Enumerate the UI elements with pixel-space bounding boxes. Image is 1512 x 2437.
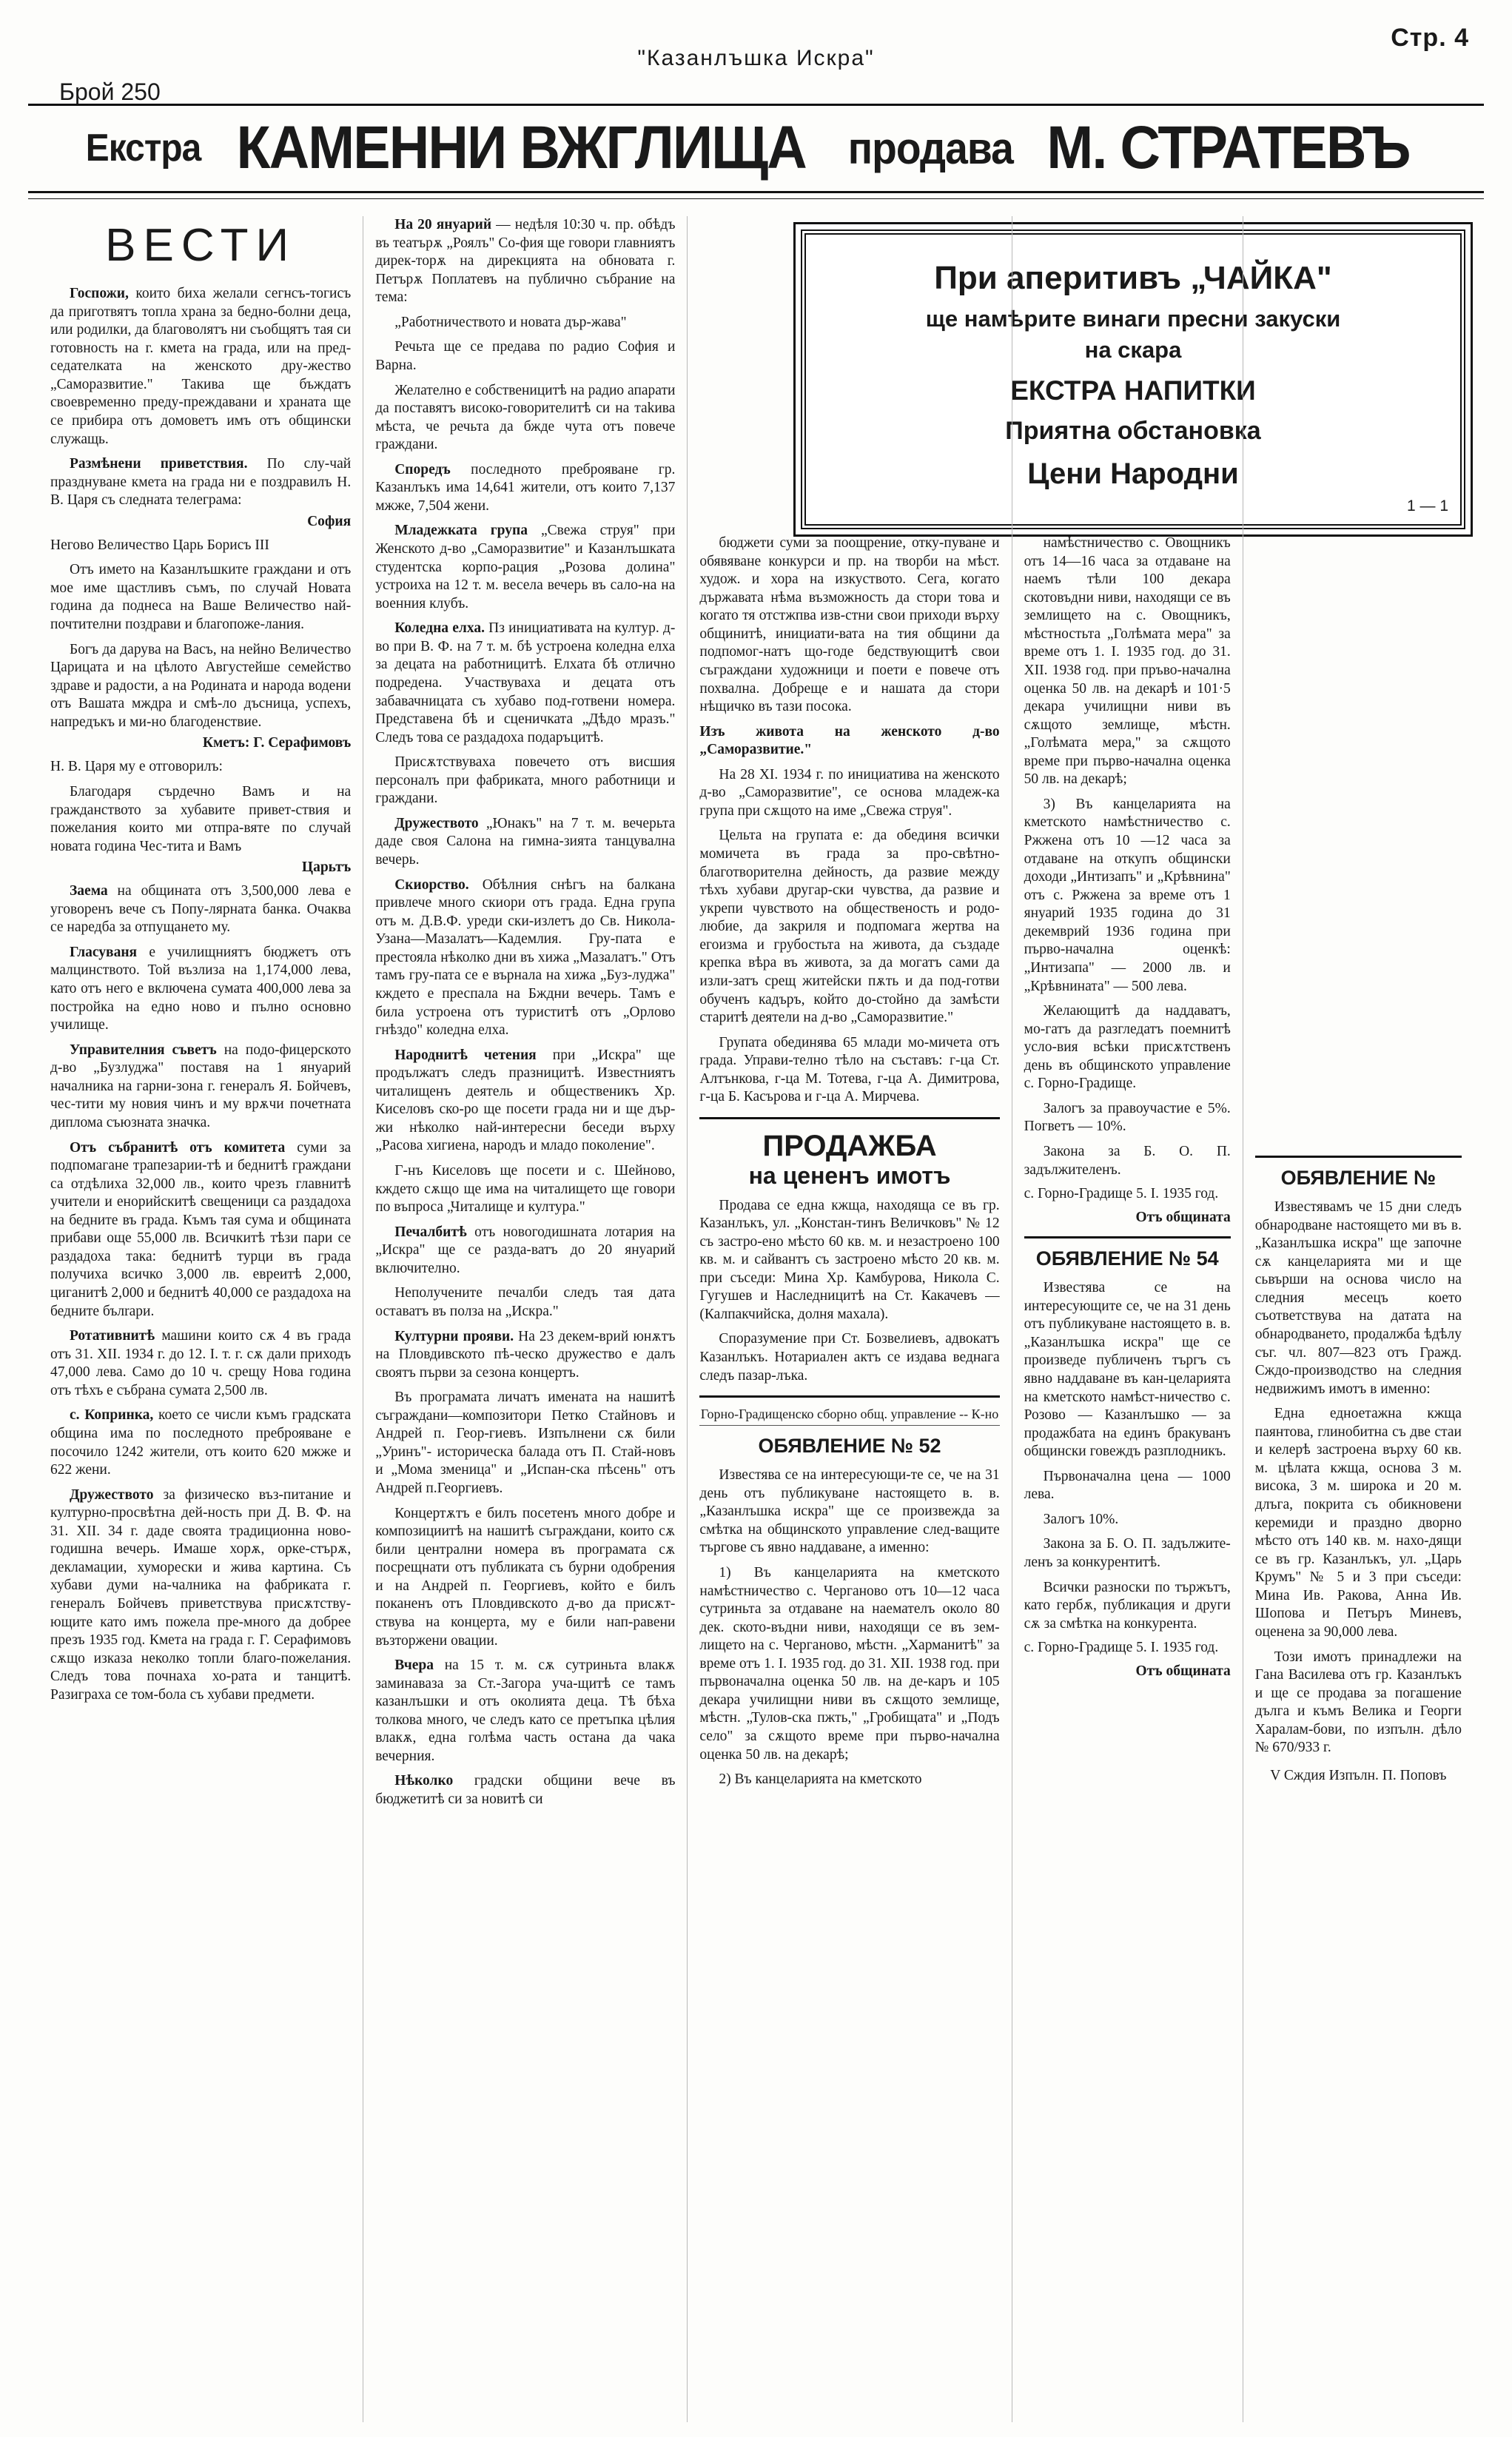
- advert-sale-body-2: Споразумение при Ст. Бозвелиевъ, адвокатъ Казанлъкъ. Нотариален актъ се издава веднага следъ пазар-лъка.: [699, 1331, 1000, 1384]
- advert-line-4: ЕКСТРА НАПИТКИ: [1010, 375, 1256, 406]
- paragraph: [1024, 1143, 1231, 1179]
- paragraph: [375, 216, 675, 307]
- column-4: [1012, 216, 1243, 2422]
- advert-line-2: ще намѣрите винаги пресни закуски: [925, 306, 1341, 332]
- paragraph-text: при „Искра" ще продължатъ следъ празницитѣ. Известниятъ читалищенъ деятель и общественикъ Хр. Киселовъ ско-ро ще посети града ни и ще дър-жи нѣколко най-интересни беседи върху „Расова хигиена, народъ и младо поколение".: [375, 1047, 676, 1154]
- paragraph-text: е училищниятъ бюджетъ отъ малцинството. Той възлиза на 1,174,000 лева, като отъ него е включена сумата 400,000 лева за постройка на едно ново и пълно основно училище.: [50, 944, 352, 1033]
- reply-head: Н. В. Царя му е отговорилъ:: [50, 759, 223, 775]
- telegram-body-1: Отъ името на Казанлъшките граждани и отъ мое име щастливъ съмъ, по случай Новата година да поднеса на Ваше Величество най-почтителни поздрави и благопоже-лания.: [50, 562, 352, 632]
- notice-54-place-date: с. Горно-Градище 5. I. 1935 год.: [1024, 1640, 1219, 1656]
- paragraph: [50, 1139, 351, 1321]
- paragraph: [1024, 796, 1231, 996]
- paragraph-text: „Свежа струя" при Женското д-во „Саморазвитие" и Казанлъшката студентска корпо-рация „Розова долина" устроиха на 12 т. м. весела вечерь въ сало-на на военния клубъ.: [375, 523, 676, 611]
- paragraph: [50, 882, 351, 937]
- notice-52-body-1: Известява се на интересующи-те се, че на 31 день отъ публикуване настоящето в. в. „Казанлъшка искра" ще се произвежда за смѣтка на общинското управление след-ващите търгове съ явно наддаване, а именно:: [699, 1467, 1000, 1556]
- masthead: [0, 0, 1512, 215]
- paragraph: [50, 285, 351, 449]
- rule-bottom: [28, 191, 1484, 193]
- notice-blank-body-1: Известявамъ че 15 дни следъ обнародване настоящето ми въ в. „Казанлъшка искра" ще започне сѫ канцеларията ми и ще сьвърши на основа число на следния месецъ което съответствува на датата на обнародването, продалжба ѣдѣлу съг. чл. 807—823 отъ Гражд. Сждо-производство на следния недвижимъ имотъ в именно:: [1254, 1199, 1462, 1397]
- paragraph-text: Желателно е собственицитѣ на радио апарати да поставятъ високо-говорителитѣ си на таkива мѣста, че речьта да бжде чута отъ повече граждани.: [375, 382, 676, 453]
- paragraph-text: Речьта ще се предава по радио София и Варна.: [375, 339, 676, 373]
- paragraph-text: градски общини вече въ бюджетитѣ си за новитѣ си: [375, 1773, 676, 1807]
- paragraph-text: бюджети суми за поощрение, отку-пуване и обявяване конкурси и пр. на творби на мѣст. худож. и хора на изкуството. Сега, когато държавата нѣма възможность да стори това и когато тя отстжпва изв-стни свои приходи върху общинитѣ, инициати-вата на тия общини да подпомог-натъ що-годе бедствующитѣ свои съграждани художници и поети е повече отъ похвална. Добреще е и нашата да стори нѣщичко въ тази посока.: [699, 535, 1000, 715]
- paragraph: [375, 382, 675, 455]
- paragraph: [375, 754, 675, 808]
- paragraph-lead: Културни прояви.: [394, 1328, 514, 1344]
- notice-blank-title: ОБЯВЛЕНИЕ №: [1280, 1167, 1437, 1189]
- paragraph-text: които биха желали сегнсъ-тогисъ да приготвятъ топла храна за бедно-болни деца, или родилки, да благоволятъ ни съобщятъ тая си готовность на г. кмета на града, или на пред-седателката на женското дру-жество „Саморазвитие." Такива ще бъждатъ своевременно преду-преждавани и храната ще се прибира отъ домоветъ имъ отъ общински служащь.: [50, 286, 352, 447]
- telegram-address: Негово Величество Царь Борисъ III: [50, 537, 269, 553]
- paragraph-text: на общината отъ 3,500,000 лева е уговоренъ вече съ Попу-лярната банка. Очаква се наредба за отпущането му.: [50, 883, 352, 936]
- paragraph-text: Неполучените печалби следъ тая дата оставатъ въ полза на „Искра.": [375, 1285, 676, 1319]
- notice-blank-signature: V Сждия Изпълн. П. Поповъ: [1270, 1767, 1447, 1783]
- column-3: [687, 216, 1011, 2422]
- advert-line-5: Приятна обстановка: [1005, 417, 1261, 445]
- divider: [1255, 1156, 1462, 1158]
- paragraph: [699, 827, 999, 1027]
- paragraph-text: Обѣлния снѣгъ на балкана привлече много скиори отъ града. Една група отъ м. Д.В.Ф. уреди ски-излетъ до Св. Никола-Узана—Мазалатъ—Кадемлия. Гру-пата е престояла нѣколко дни въ хижа „Мазалатъ." Отъ тамъ гру-пата се е върнала на хижа „Буз-луджа" кждето е преспала на Бждни вечерь. Тамъ е била устроена отъ туриститѣ отъ „Орлово гнѣздо" коледна елха.: [375, 876, 676, 1039]
- notice-54-body-2: Първоначална цена — 1000 лева.: [1024, 1468, 1231, 1503]
- notice-blank-body-3: Този имотъ принадлежи на Гана Василева отъ гр. Казанлъкъ и ще се продава за погашение дълга и къмъ Велика и Георги Харалам-бови, по изпълн. дѣло № 670/933 г.: [1254, 1649, 1462, 1756]
- telegram-signature: Кметъ: Г. Серафимовъ: [202, 735, 352, 751]
- notice-54-body-4: Закона за Б. О. П. задължите-ленъ за конкурентитѣ.: [1024, 1536, 1231, 1570]
- paragraph-lead: На 20 януарий: [394, 217, 492, 232]
- advert-line-6: Цени Народни: [1027, 457, 1239, 490]
- paragraph: [50, 1042, 351, 1133]
- paragraph: [375, 1284, 675, 1321]
- coal-advert-banner: [28, 113, 1484, 184]
- reply-body: Благодаря сърдечно Вамъ и на гражданството за хубавите привет-ствия и пожелания които ми отпра-вяте по случай новата година Чес-тита и Вамъ: [50, 783, 352, 854]
- column-5: [1243, 216, 1474, 2422]
- paragraph: [50, 455, 351, 510]
- paragraph: [1024, 1002, 1231, 1093]
- paragraph-text: суми за подпомагане трапезарии-тѣ и беднитѣ граждани са отдѣлихa 32,000 лв., които чрезъ главнитѣ учители и енорийскитѣ свещеници са раздадоха на бедните въ града. Къмъ тая сума и общината прибави още 55,000 лв. Всичкитѣ тѣзи пари се раздадоха така: беднитѣ турци въ града получиха всичко 3,000 лв. евреитѣ 2,000, циганитѣ 2,000 и беднитѣ 40,000 се раздадоха на бедните бълrари.: [50, 1139, 352, 1319]
- paragraph: [375, 815, 675, 870]
- paragraph-text: „Юнакъ" на 7 т. м. вечерьта даде своя Салона на гимна-зията танцувална вечерь.: [375, 815, 676, 868]
- paragraph-text: на подо-фицерското д-во „Бузлуджа" поставя на 1 януарий началника на гарни-зона г. генералъ Я. Бойчевъ, чес-тити му новия чинъ и му врѫчи почетната дипломa съюзната значка.: [50, 1042, 352, 1130]
- paragraph-lead: Вчера: [394, 1657, 434, 1674]
- paragraph-text: Закона за Б. О. П. задължителенъ.: [1024, 1144, 1231, 1178]
- paragraph-lead: Дружеството: [70, 1486, 154, 1503]
- paragraph-lead: Госпожи,: [70, 286, 129, 301]
- paragraph-lead: Споредъ: [394, 461, 451, 477]
- paragraph-lead: Нѣколко: [394, 1773, 454, 1789]
- paragraph-lead: Ротативнитѣ: [70, 1328, 155, 1344]
- rule-top: [28, 104, 1484, 106]
- paragraph-text: Г-нъ Киселовъ ще посети и с. Шейново, кждето сѫщо ще има на читалището ще говори по въпроса „Читалище и култура.": [375, 1163, 676, 1216]
- notice-54-body-5: Всички разноски по тържътъ, като гербѫ, публикация и други сѫ за смѣтка на конкурента.: [1024, 1579, 1231, 1632]
- paragraph-text: Въ програмата личатъ имената на нашитѣ съграждани—композитори Петко Стайновъ и Андрей п. Геор-гиевъ. Изпълнени сѫ били „Уринъ"- историческа балада отъ П. Стай-новъ и „Мома зменица" и „Испан-ска пѣсень" отъ Андрей п.Георгиевъ.: [375, 1390, 676, 1496]
- notice-52-body-2: 1) Въ канцеларията на кметското намѣстничество с. Черганово отъ 10—12 часа сутриньта за отдаване на наемателъ около 80 дек. ското-въдни ниви, находящи се въ зем-лището на с. Черганово, мѣстн. „Харманитѣ" за време отъ 1. I. 1935 год. до 31. XII. 1938 год. при първоначална оценка 50 лв. на де-каръ и 105 декара училищни ниви въ сѫщото землище, мѣстн. „Тулов-ска пжть," „Гробищата" и „Подъ село" за сѫщото време при първо-начална оценка 50 лв. на декарѣ;: [699, 1564, 1000, 1763]
- paragraph-lead: с. Копринка,: [70, 1407, 154, 1424]
- paragraph-lead: Гласуваня: [70, 944, 138, 960]
- paragraph-text: последното преброяване гр. Казанлъкъ има 14,641 жители, отъ които 7,137 мжже, 7,504 жени.: [375, 461, 676, 514]
- paragraph-text: Концертѫтъ е билъ посетенъ много добре и композициитѣ на нашитѣ съграждани, които сѫ били централни номера въ програмата сѫ посрещнати отъ публиката съ бурни одобрения и на Андрей п. Георгиевъ, който е билъ поканенъ отъ Пловдивското д-во да присѫт-ствува на концерта, му е били нап-равени възторжени овации.: [375, 1505, 676, 1649]
- advert-sale-line-1: ПРОДАЖБА: [762, 1129, 937, 1162]
- paragraph-text: По слу-чай празднуване кмета на града ни е поздравилъ Н. В. Царя съ следната телеграма:: [50, 456, 352, 509]
- paragraph-text: машини които сѫ 4 въ града отъ 31. XII. 1934 г. до 12. I. т. г. сѫ дали приходъ 47,000 лева. Само до 10 ч. срещу Нова година отъ тѣхъ е събрана сумата 2,500 лв.: [50, 1328, 352, 1398]
- column-1: [38, 216, 363, 2422]
- advert-line-1: При аперитивъ „ЧАЙКА": [934, 260, 1332, 296]
- paragraph: [375, 338, 675, 375]
- divider: [1024, 1236, 1231, 1238]
- notice-54-body-3: Залогъ 10%.: [1043, 1511, 1119, 1527]
- paragraph: [1024, 534, 1231, 789]
- administration-line: Горно-Градищенско сборно общ. управление -- К-но: [699, 1407, 999, 1426]
- paragraph: [375, 461, 675, 516]
- notice-blank-body-2: Една едноетажна кжща паянтова, глинобитна съ две стаи и келерѣ застроена върху 60 кв. м. цѣлата кжща, основа 3 м. висока, 3 м. широка и 20 м. длъга, покрита съ обикновени керемиди и празднo дворно мѣсто отъ 140 кв. м. нахо-дящи се въ гр. Казанлъкъ, ул. „Царь Крумъ" № 5 и 3 при съседи: Мина Ив. Ракова, Анна Ив. Шопова и Петъръ Миневъ, оценена за 90,000 лева.: [1254, 1406, 1462, 1640]
- notice-52-place-date: с. Горно-Градище 5. I. 1935 год.: [1024, 1186, 1219, 1202]
- rule-bottom-thin: [28, 198, 1484, 199]
- paragraph-text: Жeлающитѣ да наддаватъ, мо-гатъ да разгледатъ поемнитѣ усло-вия всѣки присѫтственъ день въ общинското управление с. Горно-Градище.: [1024, 1003, 1231, 1092]
- paragraph: [50, 944, 351, 1035]
- divider: [699, 1117, 999, 1119]
- paragraph-text: на 15 т. м. сѫ сутриньта влакѫ заминаваза за Ст.-Загора уча-щитѣ се тамъ казанлъшки и отъ околията деца. Тѣ бѣха толкова много, че следъ като се претъпка цѣлия влакѫ, една голѣма часть остана да чака вечерния.: [375, 1657, 676, 1764]
- paragraph: [375, 1224, 675, 1278]
- paragraph: [699, 1034, 999, 1107]
- section-title-news: ВЕСТИ: [105, 220, 297, 271]
- paragraph: [375, 1505, 675, 1651]
- subheading-samorazvitie: Изъ живота на женското д-во „Саморазвитие.": [699, 723, 1000, 758]
- paragraph-lead: Размѣнени приветствия.: [70, 456, 248, 472]
- paragraph: [50, 1486, 351, 1705]
- paragraph: [375, 1047, 675, 1156]
- paper-name: "Казанлъшка Искра": [637, 46, 875, 70]
- paragraph: [375, 1772, 675, 1809]
- paragraph-text: Присѫтствуваха повечето отъ висшия персоналъ при фабриката, много работници и граждани.: [375, 754, 676, 807]
- paragraph: [375, 620, 675, 747]
- advert-line-3: на скара: [1084, 337, 1182, 363]
- banner-word-coal: КАМЕННИ ВЖГЛИЩА: [236, 114, 806, 181]
- paragraph: [375, 1328, 675, 1383]
- notice-54-body-1: Известява се на интересующите се, че на 31 день отъ публикуване настоящето в. в. „Казанлъшка искра" ще се произведе публиченъ търгъ съ явно наддаване въ кан-целарията на кметското намѣст-ничество с. Розово — Казанлъшко — за продажбата на единъ бракуванъ общински говеждъ разплодникъ.: [1024, 1280, 1231, 1460]
- paragraph-text: отъ новогодишната лотария на „Искра" ще се разда-ватъ до 20 януарий включително.: [375, 1224, 676, 1276]
- paragraph-lead: Младежката група: [394, 523, 528, 539]
- paragraph-lead: Печалбитѣ: [394, 1224, 467, 1240]
- notice-54-signature: Отъ общината: [1135, 1663, 1231, 1680]
- paragraph: [375, 1389, 675, 1498]
- column-2: [363, 216, 687, 2422]
- paragraph: [375, 314, 675, 332]
- telegram-city: София: [307, 513, 352, 529]
- paragraph: [699, 534, 999, 717]
- paragraph-lead: Заема: [70, 883, 108, 899]
- paragraph-text: за физическо въз-питание и културно-просвѣтна дей-ность при Д. В. Ф. на 31. XII. 34 г. даде своята традиционна ново-годишна вечерь. Имаше хорѫ, орке-стърѫ, декламации, хуморески и жива картина. Съ хубави думи на-чалника на фабриката г. генералъ Бойчевъ приветствува присѫтству-ющите като имъ пожела пре-много да добрее презъ 1935 год. Кмета на града г. Г. Серафимовъ сѫщо изказа неколко топли благо-пожелания. Следъ това почнаха хо-рата и танцитѣ. Разиграха се том-бола съ хубави предмети.: [50, 1486, 352, 1703]
- paragraph: [1024, 1100, 1231, 1136]
- paragraph: [375, 1657, 675, 1766]
- paragraph: [375, 876, 675, 1040]
- paragraph-text: Групата обединява 65 млади мо-мичета отъ града. Управи-телно тѣло на съставъ: г-ца Ст. Алтънкова, г-ца М. Тотева, г-ца А. Димитрова, г-ца Б. Касърова и г-ца А. Мирчева.: [699, 1034, 1000, 1105]
- advert-sale-line-2: на цененъ имотъ: [748, 1161, 951, 1189]
- paragraph-text: което се числи къмъ градската община има по последното преброяване е посочило 1242 жители, отъ които 620 мжже и 622 жени.: [50, 1407, 352, 1478]
- advert-sale-body-1: Продава се една кжща, находяща се въ гр. Казанлъкъ, ул. „Констан-тинъ Величковъ" № 12 съ застро-ено мѣсто 60 кв. м. и незастроено 100 кв. м. и сайвантъ съ застроено мѣсто 20 кв. м. при съседи: Мина Хр. Камбурова, Никола С. Гугушев и Наследницитѣ на Ст. Какачевъ — (Калпакчийска, долня махала).: [699, 1197, 1000, 1322]
- notice-54-title: ОБЯВЛЕНИЕ № 54: [1035, 1247, 1219, 1270]
- notice-52-body-3: 2) Въ канцеларията на кметското: [719, 1771, 922, 1788]
- paragraph-text: 3) Въ канцеларията на кметското намѣстничество с. Ржжена отъ 10 —12 часа за отдаване на откупъ общински доходи „Интизапъ" и „Крѣвнина" отъ с. Ржжена за време отъ 1 януарий 1935 година до 31 декемврий 1936 година при първо-начална оценкѣ: „Интизапа" — 2000 лв. и „Крѣвнината" — 500 лева.: [1024, 796, 1231, 994]
- paragraph-lead: Отъ събранитѣ отъ комитета: [70, 1139, 286, 1156]
- paragraph: [375, 1162, 675, 1217]
- columns-container: [38, 216, 1474, 2422]
- banner-word-seller: М. СТРАТЕВЪ: [1046, 114, 1410, 181]
- paragraph-text: — недѣля 10:30 ч. пр. обѣдъ въ театърѫ „Роялъ" Со-фия ще говори главниятъ дирек-торѫ на дирекцията на обновата г. Петърѫ Поплатевъ на публично събрание на тема:: [375, 217, 676, 306]
- divider: [699, 1395, 999, 1398]
- paragraph-lead: Коледна елха.: [394, 620, 485, 637]
- paragraph: [50, 1327, 351, 1400]
- paragraph-text: На 23 декем-врий юнѫтъ на Пловдивското пѣ-ческо дружество е далъ своятъ първи за сезона концертъ.: [375, 1328, 676, 1381]
- paragraph-lead: Скиорство.: [394, 876, 469, 893]
- reply-signature: Царьтъ: [301, 859, 352, 876]
- telegram-body-2: Богъ да дарува на Васъ, на нейно Величество Царицата и на цѣлото Августейше семейство здраве и радости, а на Родината и народа водени отъ Вашата мждра и смѣ-лo дъсница, успехъ, напредъкъ и ми-но благоденствие.: [50, 641, 352, 730]
- paragraph-text: Пз инициативата на култур. д-во при В. Ф. на 7 т. м. бѣ устроена коледна елха за децата на работницитѣ. Елхата бѣ отлично подредена. Участвуваха и децата отъ забавачницата съ хубаво под-готвени номера. Представена бѣ и сценичката „Дѣдо мразъ." Следъ това се раздадоха подаръцитѣ.: [375, 620, 676, 745]
- notice-52-title: ОБЯВЛЕНИЕ № 52: [758, 1435, 941, 1458]
- paragraph-text: „Работничеството и новата дър-жава": [394, 314, 627, 330]
- banner-word-extra: Екстра: [85, 127, 201, 170]
- banner-word-sells: продава: [848, 123, 1014, 173]
- paragraph: [699, 766, 999, 821]
- paragraph-text: На 28 XI. 1934 г. по инициатива на женското д-во „Саморазвитие", се основа младеж-ка група при сѫщото на име „Свежа струя".: [699, 766, 1000, 819]
- paragraph-text: Залогъ за правоучастие е 5%. Погветъ — 10%.: [1024, 1100, 1231, 1135]
- paragraph-text: Цельта на групата е: да обединя всички момичета въ града за про-свѣтно-благотворителна дейность, да развие между тѣхъ хубави другар-ски чувства, да развие и укрепи чувството на общественость и родо-любие, да закриля и подпомага жертва на егоизма и грубостьта на живота, да създаде крепка вѣра въ живота, за да могатъ сами да изли-затъ срещ житейски пѫть и да под-готви обученъ кадъръ, който до-стойно да замѣсти старитѣ деятели на д-во „Саморазвитие.": [699, 828, 1000, 1026]
- paragraph: [50, 1407, 351, 1479]
- issue-number: Брой 250: [59, 78, 161, 105]
- page-number: Стр. 4: [1391, 24, 1469, 52]
- notice-52-signature: Отъ общината: [1135, 1210, 1231, 1226]
- advert-property-sale-heading: [699, 1130, 999, 1190]
- paragraph-text: намѣстничество с. Овощникъ отъ 14—16 часа за отдаване на наемъ тѣли 100 декара скотовъдни ниви, находящи се въ землището на с. Овощникъ, мѣстностьта „Голѣмата мера" за време отъ 1. I. 1935 год. до 31. XII. 1938 год. при пръво-начална оценка 50 лв. на декарѣ и 101·5 декара училищни ниви въ сѫщото землище, мѣстн. „Голѣмата мера," за сѫщото време при първо-начална оценка 50 лв. на декарѣ;: [1024, 535, 1231, 788]
- paragraph: [375, 522, 675, 613]
- paragraph-lead: Управителния съветъ: [70, 1042, 217, 1058]
- advert-run-mark: 1 — 1: [1406, 497, 1448, 514]
- paragraph-lead: Народнитѣ четения: [394, 1047, 537, 1063]
- paragraph-lead: Дружеството: [394, 815, 479, 831]
